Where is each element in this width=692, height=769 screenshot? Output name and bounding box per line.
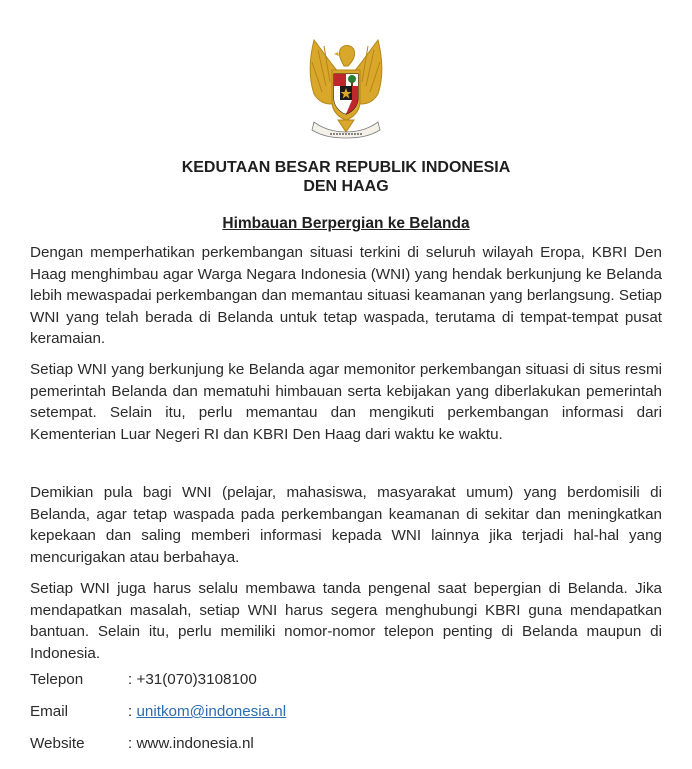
email-link[interactable]: unitkom@indonesia.nl	[136, 703, 287, 720]
separator: :	[128, 703, 137, 720]
paragraph-3: Demikian pula bagi WNI (pelajar, mahasiswa, masyarakat umum) yang berdomisili di Belanda, agar tetap waspada pada perkembangan keamanan di sekitar dan meningkatkan kepekaan dan saling memberi informasi kepada WNI lainnya jika terjadi hal-hal yang mencurigakan atau berbahaya.	[30, 484, 662, 566]
contact-phone-row	[30, 670, 257, 690]
email-label: Email	[30, 703, 68, 720]
paragraph-1: Dengan memperhatikan perkembangan situasi terkini di seluruh wilayah Eropa, KBRI Den Haag menghimbau agar Warga Negara Indonesia (WNI) yang hendak berkunjung ke Belanda lebih mewaspadai perkembangan dan memantau situasi keamanan yang berlangsung. Setiap WNI yang telah berada di Belanda untuk tetap waspada, terutama di tempat-tempat pusat keramaian.	[30, 244, 662, 348]
contact-email-row	[30, 702, 286, 722]
website-label: Website	[30, 735, 85, 752]
website-value: www.indonesia.nl	[136, 735, 254, 752]
garuda-emblem	[292, 36, 400, 144]
paragraph-4: Setiap WNI juga harus selalu membawa tanda pengenal saat bepergian di Belanda. Jika mendapatkan masalah, setiap WNI harus segera menghubungi KBRI guna mendapatkan bantuan. Selain itu, perlu memiliki nomor-nomor telepon penting di Belanda maupun di Indonesia.	[30, 580, 662, 662]
paragraph-2: Setiap WNI yang berkunjung ke Belanda agar memonitor perkembangan situasi di situs resmi pemerintah Belanda dan mematuhi himbauan serta kebijakan yang diberlakukan pemerintah setempat. Selain itu, perlu memantau dan mengikuti perkembangan informasi dari Kementerian Luar Negeri RI dan KBRI Den Haag dari waktu ke waktu.	[30, 361, 662, 443]
separator: :	[128, 735, 137, 752]
document-title	[0, 214, 692, 234]
garuda-emblem-graphic	[292, 36, 400, 144]
document-title-text: Himbauan Berpergian ke Belanda	[222, 215, 470, 232]
contact-website-row	[30, 734, 254, 754]
organization-name: KEDUTAAN BESAR REPUBLIK INDONESIA	[181, 159, 511, 176]
phone-label: Telepon	[30, 671, 84, 688]
separator: :	[128, 671, 137, 688]
phone-value: +31(070)3108100	[136, 671, 257, 688]
organization-city: DEN HAAG	[303, 178, 389, 195]
